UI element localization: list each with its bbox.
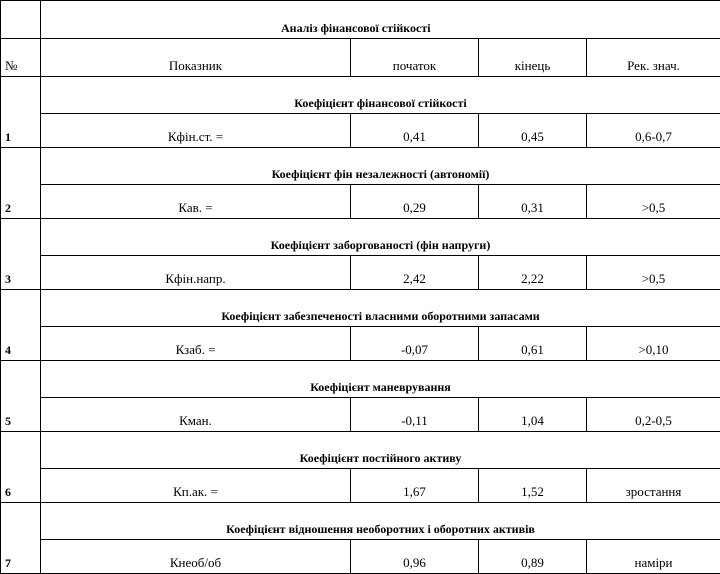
start-value-cell[interactable]: -0,11: [351, 398, 479, 432]
section-heading-row: [1, 361, 720, 398]
section-heading[interactable]: Коефіцієнт фінансової стійкості: [41, 77, 720, 114]
table-row: [1, 327, 720, 361]
end-value-cell[interactable]: 0,89: [479, 540, 587, 574]
section-heading[interactable]: Коефіцієнт постійного активу: [41, 432, 720, 469]
end-value-cell[interactable]: 1,04: [479, 398, 587, 432]
table-row: [1, 256, 720, 290]
end-value-cell[interactable]: 0,31: [479, 185, 587, 219]
start-value-cell[interactable]: 0,41: [351, 114, 479, 148]
end-value-cell[interactable]: 2,22: [479, 256, 587, 290]
header-number[interactable]: №: [1, 39, 41, 77]
section-heading-row: [1, 148, 720, 185]
start-value-cell[interactable]: 0,96: [351, 540, 479, 574]
section-heading-row: [1, 503, 720, 540]
header-start[interactable]: початок: [351, 39, 479, 77]
row-number[interactable]: 7: [1, 503, 41, 574]
table-row: [1, 185, 720, 219]
row-number[interactable]: 2: [1, 148, 41, 219]
row-number[interactable]: 4: [1, 290, 41, 361]
indicator-cell[interactable]: Кзаб. =: [41, 327, 351, 361]
indicator-cell[interactable]: Кнеоб/об: [41, 540, 351, 574]
recommended-value-cell[interactable]: >0,5: [587, 256, 720, 290]
header-indicator[interactable]: Показник: [41, 39, 351, 77]
indicator-cell[interactable]: Кман.: [41, 398, 351, 432]
section-heading[interactable]: Коефіцієнт відношення необоротних і оборотних активів: [41, 503, 720, 540]
start-value-cell[interactable]: 1,67: [351, 469, 479, 503]
table-row: [1, 540, 720, 574]
section-heading-row: [1, 77, 720, 114]
end-value-cell[interactable]: 1,52: [479, 469, 587, 503]
header-recommended[interactable]: Рек. знач.: [587, 39, 720, 77]
recommended-value-cell[interactable]: 0,2-0,5: [587, 398, 720, 432]
recommended-value-cell[interactable]: наміри: [587, 540, 720, 574]
table-title[interactable]: Аналіз фінансової стійкості: [41, 1, 720, 39]
end-value-cell[interactable]: 0,61: [479, 327, 587, 361]
start-value-cell[interactable]: 2,42: [351, 256, 479, 290]
table-title-row: [1, 1, 720, 39]
table-row: [1, 469, 720, 503]
recommended-value-cell[interactable]: 0,6-0,7: [587, 114, 720, 148]
end-value-cell[interactable]: 0,45: [479, 114, 587, 148]
table-row: [1, 114, 720, 148]
indicator-cell[interactable]: Кфін.ст. =: [41, 114, 351, 148]
section-heading-row: [1, 290, 720, 327]
row-number[interactable]: 5: [1, 361, 41, 432]
table-header-row: [1, 39, 720, 77]
recommended-value-cell[interactable]: зростання: [587, 469, 720, 503]
section-heading-row: [1, 432, 720, 469]
header-end[interactable]: кінець: [479, 39, 587, 77]
start-value-cell[interactable]: -0,07: [351, 327, 479, 361]
section-heading[interactable]: Коефіцієнт маневрування: [41, 361, 720, 398]
section-heading[interactable]: Коефіцієнт забезпеченості власними оборотними запасами: [41, 290, 720, 327]
recommended-value-cell[interactable]: >0,10: [587, 327, 720, 361]
start-value-cell[interactable]: 0,29: [351, 185, 479, 219]
recommended-value-cell[interactable]: >0,5: [587, 185, 720, 219]
row-number[interactable]: 6: [1, 432, 41, 503]
section-heading-row: [1, 219, 720, 256]
table-title-blank-cell[interactable]: [1, 1, 41, 39]
section-heading[interactable]: Коефіцієнт фін незалежності (автономії): [41, 148, 720, 185]
indicator-cell[interactable]: Кп.ак. =: [41, 469, 351, 503]
row-number[interactable]: 1: [1, 77, 41, 148]
indicator-cell[interactable]: Кав. =: [41, 185, 351, 219]
section-heading[interactable]: Коефіцієнт заборгованості (фін напруги): [41, 219, 720, 256]
indicator-cell[interactable]: Кфін.напр.: [41, 256, 351, 290]
row-number[interactable]: 3: [1, 219, 41, 290]
table-row: [1, 398, 720, 432]
